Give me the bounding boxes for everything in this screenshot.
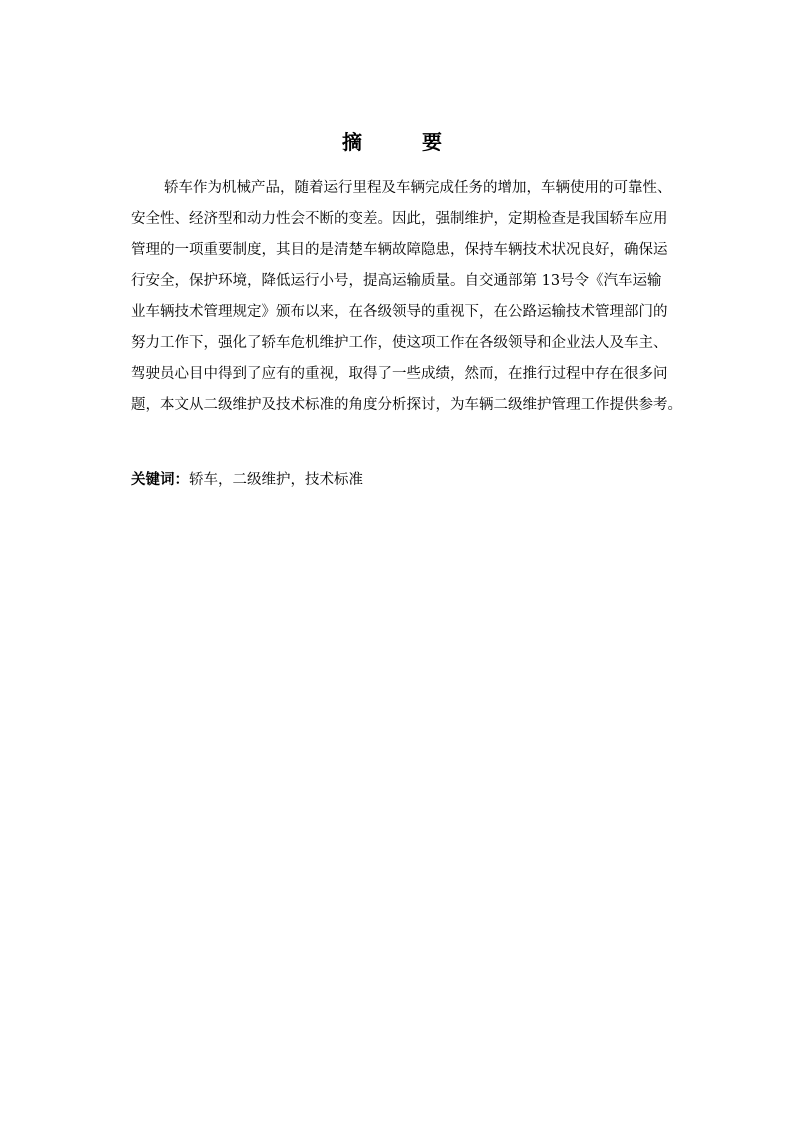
abstract-line: 驾驶员心目中得到了应有的重视，取得了一些成绩，然而，在推行过程中存在很多问: [131, 366, 668, 382]
abstract-line: 轿车作为机械产品，随着运行里程及车辆完成任务的增加，车辆使用的可靠性、: [164, 180, 672, 196]
abstract-title: 摘 要: [342, 130, 462, 154]
abstract-line: 安全性、经济型和动力性会不断的变差。因此，强制维护，定期检查是我国轿车应用: [131, 211, 668, 227]
keywords-label: 关键词：: [131, 471, 189, 488]
keywords-text: 轿车，二级维护，技术标准: [189, 472, 363, 488]
abstract-line: 行安全，保护环境，降低运行小号，提高运输质量。自交通部第 13号令《汽车运输: [131, 273, 662, 289]
abstract-line: 业车辆技术管理规定》颁布以来，在各级领导的重视下，在公路运输技术管理部门的: [131, 304, 668, 320]
abstract-line: 管理的一项重要制度，其目的是清楚车辆故障隐患，保持车辆技术状况良好，确保运: [131, 242, 668, 258]
abstract-body: [131, 173, 721, 421]
abstract-line: 题，本文从二级维护及技术标准的角度分析探讨，为车辆二级维护管理工作提供参考。: [131, 397, 682, 413]
keywords-line: [131, 466, 363, 494]
abstract-line: 努力工作下，强化了轿车危机维护工作，使这项工作在各级领导和企业法人及车主、: [131, 335, 668, 351]
